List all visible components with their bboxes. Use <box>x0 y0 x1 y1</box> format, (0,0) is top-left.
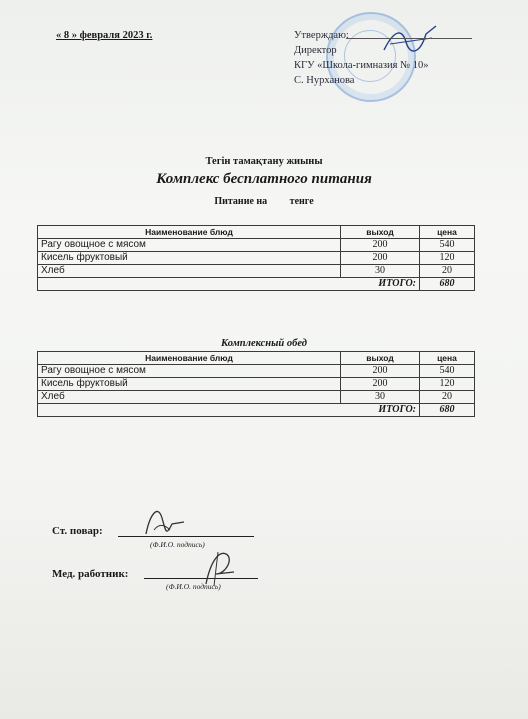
cook-signature-hint: (Ф.И.О. подпись) <box>150 540 205 549</box>
header-output: выход <box>341 226 420 239</box>
total-value: 680 <box>420 278 475 291</box>
subtitle <box>0 196 528 207</box>
cook-label: Ст. повар: <box>52 525 103 537</box>
complex-lunch-title: Комплексный обед <box>221 338 307 349</box>
dish-price: 20 <box>420 265 475 278</box>
table-row <box>38 239 475 252</box>
dish-price: 20 <box>420 391 475 404</box>
dish-output: 200 <box>341 252 420 265</box>
header-output: выход <box>341 352 420 365</box>
subtitle-suffix: тенге <box>289 196 314 207</box>
total-label: ИТОГО: <box>38 404 420 417</box>
dish-output: 200 <box>341 365 420 378</box>
table-header-row <box>38 352 475 365</box>
dish-name: Хлеб <box>38 391 341 404</box>
total-label: ИТОГО: <box>38 278 420 291</box>
director-name: С. Нурханова <box>294 75 355 86</box>
document-title: Комплекс бесплатного питания <box>156 171 372 187</box>
table-row <box>38 265 475 278</box>
header-price: цена <box>420 352 475 365</box>
dish-name: Кисель фруктовый <box>38 252 341 265</box>
approve-label: Утверждаю: <box>294 30 349 41</box>
table-row <box>38 365 475 378</box>
director-position: Директор <box>294 45 337 56</box>
dish-output: 30 <box>341 391 420 404</box>
free-meal-table <box>37 225 475 291</box>
header-price: цена <box>420 226 475 239</box>
dish-output: 200 <box>341 239 420 252</box>
dish-price: 540 <box>420 365 475 378</box>
dish-price: 540 <box>420 239 475 252</box>
medic-label: Мед. работник: <box>52 568 129 580</box>
medic-signature-hint: (Ф.И.О. подпись) <box>166 582 221 591</box>
dish-output: 30 <box>341 265 420 278</box>
dish-name: Хлеб <box>38 265 341 278</box>
complex-lunch-table <box>37 351 475 417</box>
dish-price: 120 <box>420 378 475 391</box>
total-row <box>38 404 475 417</box>
dish-name: Рагу овощное с мясом <box>38 239 341 252</box>
approval-signature-line <box>346 38 472 39</box>
total-value: 680 <box>420 404 475 417</box>
total-row <box>38 278 475 291</box>
table-header-row <box>38 226 475 239</box>
header-name: Наименование блюд <box>38 226 341 239</box>
dish-price: 120 <box>420 252 475 265</box>
document-date: « 8 » февраля 2023 г. <box>56 30 153 41</box>
kazakh-title: Тегін тамақтану жиыны <box>205 156 323 167</box>
approval-block <box>294 28 429 88</box>
table-row <box>38 378 475 391</box>
header-name: Наименование блюд <box>38 352 341 365</box>
table-row <box>38 391 475 404</box>
table-row <box>38 252 475 265</box>
dish-name: Рагу овощное с мясом <box>38 365 341 378</box>
organization-name: КГУ «Школа-гимназия № 10» <box>294 60 429 71</box>
dish-name: Кисель фруктовый <box>38 378 341 391</box>
dish-output: 200 <box>341 378 420 391</box>
cook-signature <box>140 500 190 540</box>
subtitle-prefix: Питание на <box>214 196 268 207</box>
